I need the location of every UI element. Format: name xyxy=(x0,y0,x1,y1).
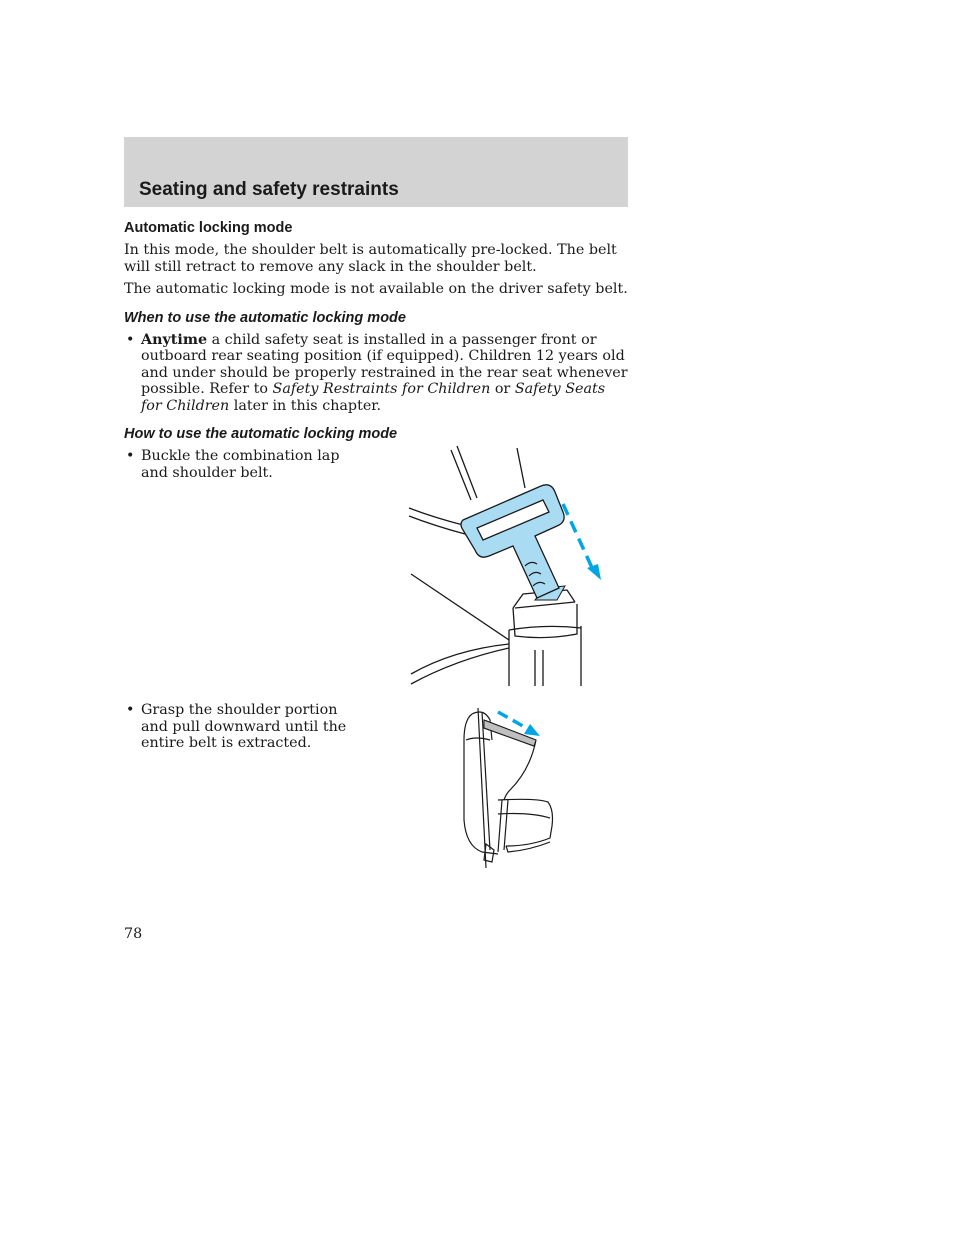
list-item-anytime xyxy=(124,332,628,415)
list-item-grasp: • Grasp the shoulder portion and pull downward until the entire belt is extracted. xyxy=(124,702,364,752)
how-to-use-list-1 xyxy=(124,448,364,481)
anytime-text-2: or xyxy=(490,381,515,397)
reference-safety-restraints: Safety Restraints for Children xyxy=(272,381,491,397)
buckle-illustration xyxy=(405,440,620,690)
anytime-text-3: later in this chapter. xyxy=(229,397,382,414)
heading-how-to-use: How to use the automatic locking mode xyxy=(124,426,398,442)
page-title: Seating and safety restraints xyxy=(139,179,399,200)
page-number: 78 xyxy=(124,926,143,942)
heading-automatic-locking-mode: Automatic locking mode xyxy=(124,220,293,236)
how-to-use-list-2 xyxy=(124,702,364,752)
anytime-text-1: a child safety seat is installed in a passenger front or outboard rear seating position (if equipped). Children 12 years old and under should be properly restrained in the rear seat whenever possible. Refer to xyxy=(141,331,628,397)
seat-belt-pull-illustration xyxy=(450,700,565,870)
list-item-buckle: • Buckle the combination lap and shoulder belt. xyxy=(124,448,364,481)
reference-safety-seats: Safety Seats for Children xyxy=(141,381,606,414)
header-band xyxy=(124,137,628,207)
downward-arrow-icon xyxy=(563,504,601,580)
when-to-use-list xyxy=(124,332,628,415)
heading-when-to-use: When to use the automatic locking mode xyxy=(124,309,406,326)
paragraph-auto-mode-2: The automatic locking mode is not available on the driver safety belt. xyxy=(124,281,628,297)
bold-anytime: Anytime xyxy=(141,331,208,348)
belt-tongue-icon xyxy=(461,485,564,598)
paragraph-auto-mode-1: In this mode, the shoulder belt is automatically pre-locked. The belt will still retract to remove any slack in the shoulder belt. xyxy=(124,242,617,275)
